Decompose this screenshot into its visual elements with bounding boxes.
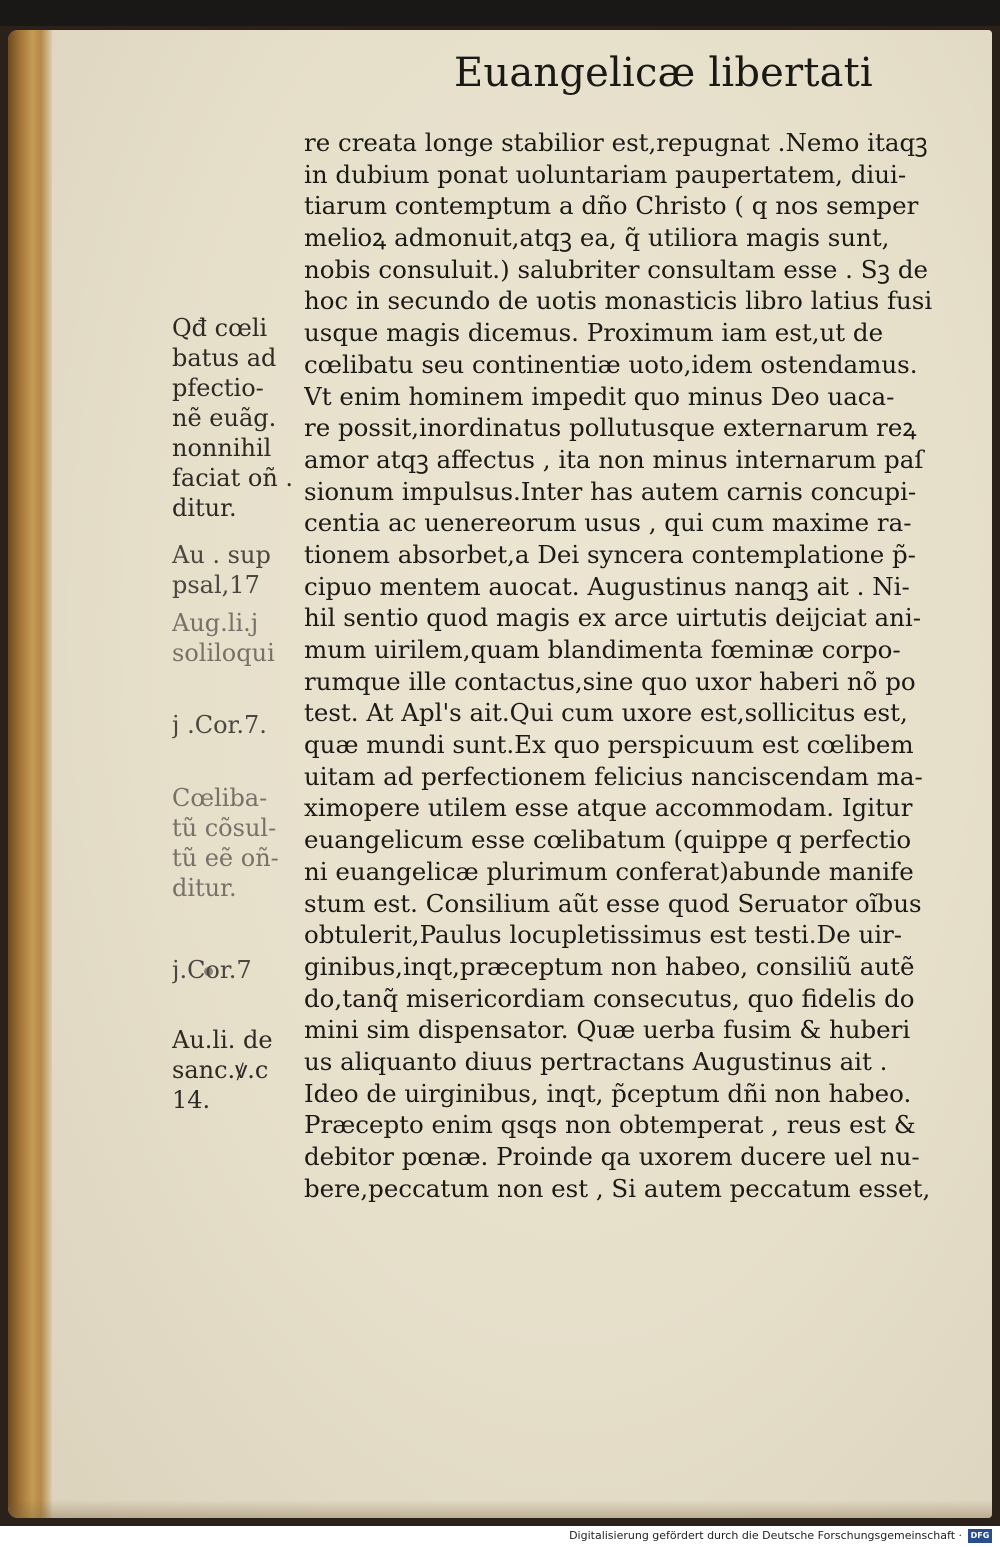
text-line: obtulerit,Paulus locupletissimus est testi.De uir- xyxy=(304,920,903,950)
text-line: amor atqꝫ affectus , ita non minus internarum paſ xyxy=(304,444,924,474)
margin-note-psalm xyxy=(172,540,300,600)
margin-note-line: Au . sup xyxy=(172,541,271,569)
margin-note-line: Au.li. de xyxy=(172,1026,273,1054)
text-line: sionum impulsus.Inter has autem carnis concupi- xyxy=(304,476,917,506)
margin-note-line: sanc.ꝟ.c xyxy=(172,1056,269,1084)
funding-credit: Digitalisierung gefördert durch die Deutsche Forschungsgemeinschaft · xyxy=(569,1529,962,1542)
text-line: euangelicum esse cœlibatum (quippe q perfectio xyxy=(304,825,912,855)
margin-note-line: batus ad xyxy=(172,344,277,372)
text-line: nobis consuluit.) salubriter consultam esse . Sꝫ de xyxy=(304,254,929,284)
text-line: test. At Apl's ait.Qui cum uxore est,sollicitus est, xyxy=(304,698,908,728)
margin-note-line: 14. xyxy=(172,1086,211,1114)
text-line: re possit,inordinatus pollutusque externarum reꝝ xyxy=(304,413,917,443)
text-line: Præcepto enim qsqs non obtemperat , reus est & xyxy=(304,1110,916,1140)
margin-note-line: j.Cor.7 xyxy=(172,956,252,984)
main-text-column xyxy=(304,127,954,1204)
margin-note-consultum xyxy=(172,783,300,903)
text-line: usque magis dicemus. Proximum iam est,ut de xyxy=(304,318,884,348)
text-line: us aliquanto diuus pertractans Augustinus ait . xyxy=(304,1046,888,1076)
margin-note-line: ditur. xyxy=(172,874,237,902)
text-line: Ideo de uirginibus, inqt, p̃ceptum dñi non habeo. xyxy=(304,1078,912,1108)
text-line: in dubium ponat uoluntariam paupertatem, diui- xyxy=(304,159,907,189)
margin-note-line: tũ cõsul- xyxy=(172,814,277,842)
text-line: rumque ille contactus,sine quo uxor haberi nõ po xyxy=(304,666,916,696)
margin-note-soliloquia xyxy=(172,608,300,668)
margin-note-line: nẽ euãg. xyxy=(172,404,277,432)
margin-note-line: ditur. xyxy=(172,494,237,522)
margin-note-coelibatus xyxy=(172,313,300,523)
margin-note-line: faciat oñ . xyxy=(172,464,294,492)
dfg-logo: DFG xyxy=(968,1529,992,1543)
margin-note-line: soliloqui xyxy=(172,639,275,667)
text-line: hil sentio quod magis ex arce uirtutis deijciat ani- xyxy=(304,603,922,633)
margin-note-line: Qđ cœli xyxy=(172,314,268,342)
page-bottom-shadow xyxy=(8,1500,992,1518)
text-line: re creata longe stabilior est,repugnat .Nemo itaqꝫ xyxy=(304,128,928,157)
text-line: mum uirilem,quam blandimenta fœminæ corpo- xyxy=(304,635,901,664)
text-line: Vt enim hominem impedit quo minus Deo uaca- xyxy=(304,381,895,411)
text-line: cœlibatu seu continentiæ uoto,idem ostendamus. xyxy=(304,349,918,379)
text-line: tiarum contemptum a dño Christo ( q nos semper xyxy=(304,191,919,221)
text-line: uitam ad perfectionem felicius nanciscendam ma- xyxy=(304,761,923,791)
margin-note-line: Cœliba- xyxy=(172,784,268,812)
margin-note-line: Aug.li.j xyxy=(172,609,259,637)
text-line: tionem absorbet,a Dei syncera contemplatione p̃- xyxy=(304,539,916,569)
text-line: hoc in secundo de uotis monasticis libro latius fusi xyxy=(304,286,933,316)
margin-note-augustinus xyxy=(172,1025,300,1115)
margin-note-line: pfectio- xyxy=(172,374,264,402)
text-line: mini sim dispensator. Quæ uerba fusim & huberi xyxy=(304,1015,911,1045)
text-line: stum est. Consilium aũt esse quod Seruator oĩbus xyxy=(304,888,922,918)
text-line: ni euangelicæ plurimum conferat)abunde manife xyxy=(304,856,914,886)
text-line: cipuo mentem auocat. Augustinus nanqꝫ ait . Ni- xyxy=(304,571,910,601)
text-line: do,tanq̃ misericordiam consecutus, quo fidelis do xyxy=(304,983,915,1013)
margin-note-line: tũ eẽ oñ- xyxy=(172,844,279,872)
text-line: bere,peccatum non est , Si autem peccatum esset, xyxy=(304,1173,931,1203)
text-line: debitor pœnæ. Proinde qa uxorem ducere uel nu- xyxy=(304,1142,920,1171)
gilt-page-edge xyxy=(8,30,52,1518)
text-line: ximopere utilem esse atque accommodam. Igitur xyxy=(304,793,913,823)
margin-note-line: j .Cor.7. xyxy=(172,711,267,739)
text-line: centia ac uenereorum usus , qui cum maxime ra- xyxy=(304,508,912,538)
margin-note-line: nonnihil xyxy=(172,434,272,462)
margin-note-corinthians-2 xyxy=(172,955,300,985)
footer-bar xyxy=(0,1526,1000,1547)
text-line: quæ mundi sunt.Ex quo perspicuum est cœlibem xyxy=(304,730,914,760)
margin-note-corinthians-1 xyxy=(172,710,300,740)
text-line: melioꝝ admonuit,atqꝫ ea, q̃ utiliora magis sunt, xyxy=(304,223,890,253)
running-title: Euangelicæ libertati xyxy=(454,50,873,96)
margin-note-line: psal,17 xyxy=(172,571,260,599)
text-line: ginibus,inqt,præceptum non habeo, consiliũ autẽ xyxy=(304,951,915,981)
